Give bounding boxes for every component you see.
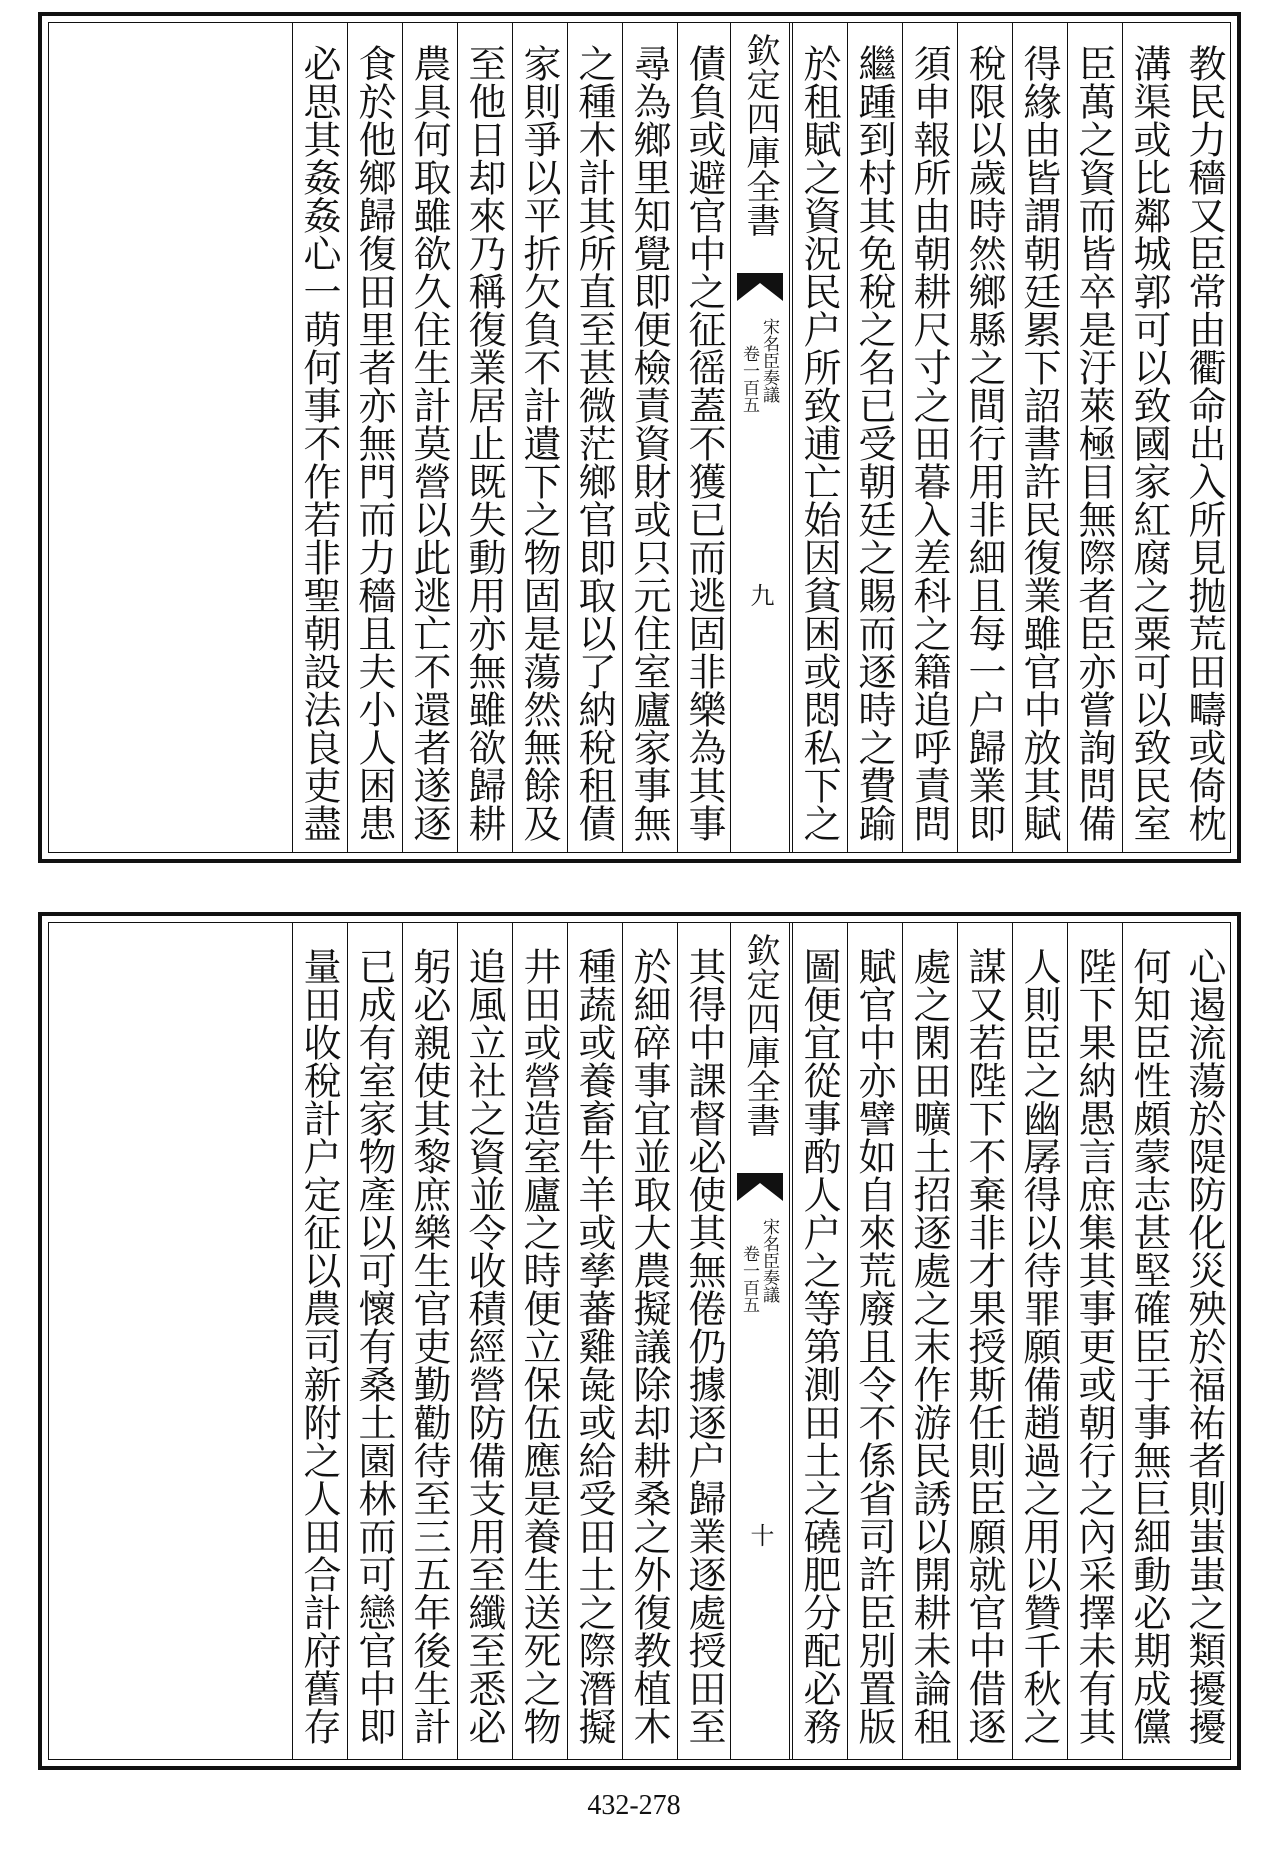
text-column: 家則爭以平折欠負不計遺下之物固是蕩然無餘及 <box>512 23 565 852</box>
text-column: 其得中課督必使其無倦仍據逐户歸業逐處授田至 <box>677 923 730 1759</box>
text-column: 於租賦之資況民户所致逋亡始因貧困或悶私下之 <box>792 23 845 852</box>
center-fold <box>730 23 790 852</box>
text-column: 人則臣之幽孱得以待罪願備趙過之用以贊千秋之 <box>1012 923 1065 1759</box>
text-column: 之種木計其所直至甚微茫鄉官即取以了納稅租債 <box>567 23 620 852</box>
text-column: 於細碎事宜並取大農擬議除却耕桑之外復教植木 <box>622 923 675 1759</box>
text-column: 繼踵到村其免稅之名已受朝廷之賜而逐時之費踰 <box>847 23 900 852</box>
text-column: 已成有室家物產以可懷有桑土園林而可戀官中即 <box>347 923 400 1759</box>
text-column: 教民力穡又臣常由衢命出入所見抛荒田疇或倚枕 <box>1182 43 1226 842</box>
volume-number: 卷一百五 <box>739 1245 759 1313</box>
fish-tail-mark-icon <box>737 273 783 301</box>
text-column: 賦官中亦譬如自來荒廢且令不係省司許臣別置版 <box>847 923 900 1759</box>
page-bottom <box>38 912 1241 1770</box>
page-number: 十 <box>746 1523 774 1547</box>
center-fold <box>730 923 790 1759</box>
book-title: 欽定四庫全書 <box>740 933 780 1137</box>
text-column: 井田或營造室廬之時便立保伍應是養生送死之物 <box>512 923 565 1759</box>
text-column: 圖便宜從事酌人户之等第測田土之磽肥分配必務 <box>792 923 845 1759</box>
text-column: 食於他鄉歸復田里者亦無門而力穡且夫小人困患 <box>347 23 400 852</box>
text-column: 臣萬之資而皆卒是汙萊極目無際者臣亦嘗詢問備 <box>1067 23 1120 852</box>
text-column: 債負或避官中之征徭蓋不獲已而逃固非樂為其事 <box>677 23 730 852</box>
text-column: 謀又若陛下不棄非才果授斯任則臣願就官中借逐 <box>957 923 1010 1759</box>
text-column: 須申報所由朝耕尺寸之田暮入差科之籍追呼責問 <box>902 23 955 852</box>
text-column: 溝渠或比鄰城郭可以致國家紅腐之粟可以致民室 <box>1122 23 1175 852</box>
text-column: 心遏流蕩於隄防化災殃於福祐者則蚩蚩之類擾擾 <box>1182 947 1226 1745</box>
page-number: 九 <box>746 583 774 607</box>
text-column: 至他日却來乃稱復業居止既失動用亦無雖欲歸耕 <box>457 23 510 852</box>
text-column: 必思其姦姦心一萌何事不作若非聖朝設法良吏盡 <box>292 23 345 852</box>
page-frame <box>48 22 1231 853</box>
text-column: 躬必親使其黎庶樂生官吏勤勸待至三五年後生計 <box>402 923 455 1759</box>
text-column: 種蔬或養畜牛羊或孳蕃雞彘或給受田土之際潛擬 <box>567 923 620 1759</box>
text-column: 陛下果納愚言庶集其事更或朝行之內采擇未有其 <box>1067 923 1120 1759</box>
fish-tail-mark-icon <box>737 1173 783 1201</box>
text-column: 農具何取雖欲久住生計莫營以此逃亡不還者遂逐 <box>402 23 455 852</box>
page-footer-number: 432-278 <box>587 1790 681 1821</box>
text-column: 稅限以歲時然鄉縣之間行用非細且每一户歸業即 <box>957 23 1010 852</box>
text-column: 何知臣性頗蒙志甚堅確臣于事無巨細動必期成儻 <box>1122 923 1175 1759</box>
page-top <box>38 12 1241 863</box>
volume-number: 卷一百五 <box>739 345 759 413</box>
text-column: 得緣由皆謂朝廷累下詔書許民復業雖官中放其賦 <box>1012 23 1065 852</box>
volume-title: 宋名臣奏議 <box>759 318 779 403</box>
text-column: 尋為鄉里知覺即便檢責資財或只元住室廬家事無 <box>622 23 675 852</box>
book-title: 欽定四庫全書 <box>740 33 780 237</box>
page-frame <box>48 922 1231 1760</box>
text-column: 處之閑田曠土招逐處之末作游民誘以開耕未論租 <box>902 923 955 1759</box>
text-column: 量田收稅計户定征以農司新附之人田合計府舊存 <box>292 923 345 1759</box>
volume-title: 宋名臣奏議 <box>759 1218 779 1303</box>
text-column: 追風立社之資並令收積經營防備支用至纖至悉必 <box>457 923 510 1759</box>
